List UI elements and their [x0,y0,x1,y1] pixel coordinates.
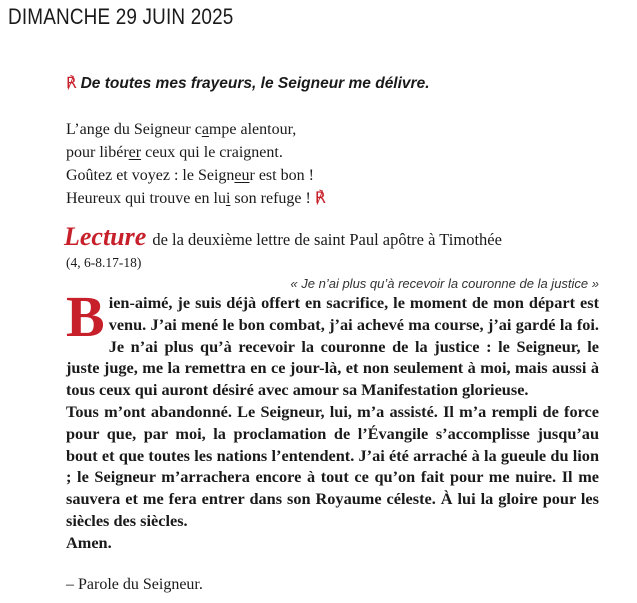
reading-paragraph [66,284,599,401]
line-text: Heureux qui trouve en lu [66,190,226,207]
page-date: DIMANCHE 29 JUIN 2025 [8,4,234,29]
reading-label: Lecture [64,222,147,251]
line-text: son refuge ! [230,190,311,207]
psalm-line [66,187,326,210]
accent-syllable: eu [234,167,250,184]
drop-cap: B [66,284,105,349]
reading-closing: – Parole du Seigneur. [66,576,203,593]
reading-source: de la deuxième lettre de saint Paul apôtre à Timothée [152,230,502,249]
line-text: r est bon ! [249,167,314,184]
accent-syllable: er [128,144,142,161]
response-symbol: ℟ [66,75,77,92]
line-text: L’ange du Seigneur c [66,121,202,138]
reading-reference: (4, 6-8.17-18) [66,255,142,270]
psalm-line [66,141,326,164]
paragraph-text: ien-aimé, je suis déjà offert en sacrifice, le moment de mon départ est venu. J’ai mené le bon combat, j’ai achevé ma course, j’ai gardé la foi. Je n’ai plus qu’à recevoir la couronne de la justice : le Seigneur, le juste juge, me la remettra en ce jour-là, et non seulement à moi, mais aussi à tous ceux qui auront désiré avec amour sa Manifestation glorieuse. [66,293,599,400]
psalm-line [66,118,326,141]
line-text: Goûtez et voyez : le Seign [66,167,235,184]
reading-quote: « Je n’ai plus qu’à recevoir la couronne de la justice » [290,276,599,291]
psalm-line [66,164,326,187]
line-text: ceux qui le craignent. [141,144,283,161]
reading-body [66,284,599,554]
reading-paragraph: Tous m’ont abandonné. Le Seigneur, lui, m’a assisté. Il m’a rempli de force pour que, par moi, la proclamation de l’Évangile s’accomplisse jusqu’au bout et que toutes les nations l’entendent. J’ai été arraché à la gueule du lion ; le Seigneur m’arrachera encore à tout ce qu’on fait pour me nuire. Il me sauvera et me fera entrer dans son Royaume céleste. À lui la gloire pour les siècles des siècles. [66,401,599,530]
accent-syllable: a [201,121,209,138]
reading-amen: Amen. [66,532,112,552]
line-text: pour libér [66,144,129,161]
response-text: De toutes mes frayeurs, le Seigneur me délivre. [80,75,430,92]
accent-syllable: i [225,190,231,207]
line-text: mpe alentour, [208,121,297,138]
response-symbol: ℟ [314,190,326,207]
psalm-response [66,74,430,93]
reading-heading [64,222,502,252]
psalm-stanza [66,118,326,210]
